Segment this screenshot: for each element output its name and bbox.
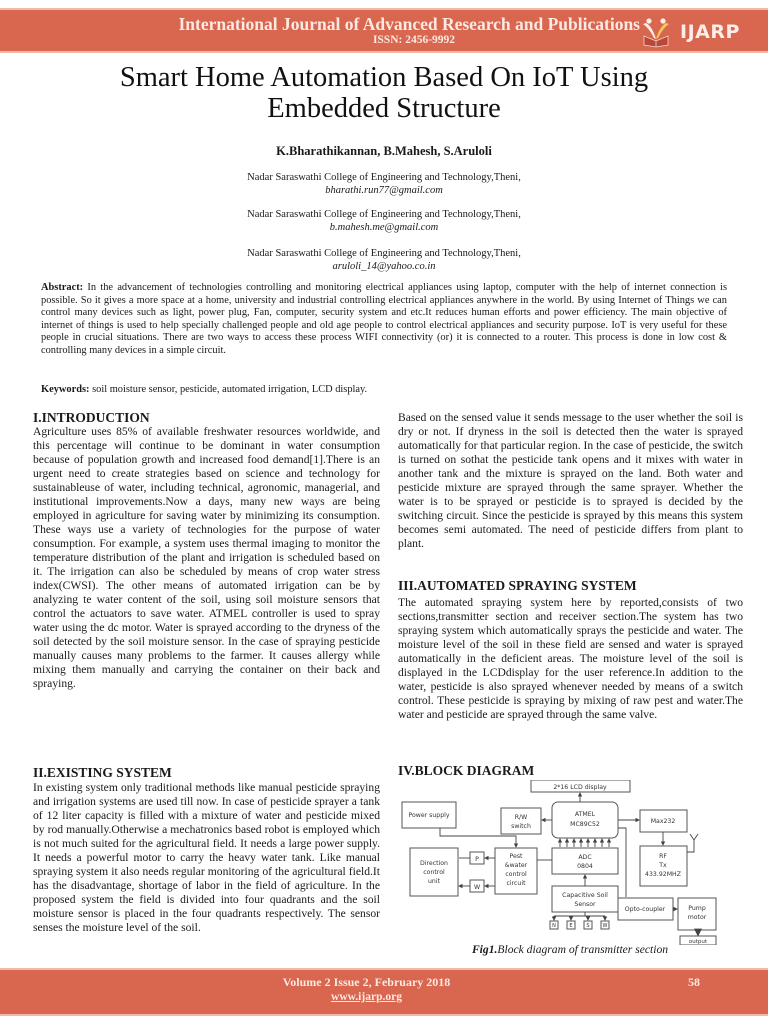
affiliation-institution: Nadar Saraswathi College of Engineering and Technology,Theni, (247, 209, 521, 220)
logo-text: IJARP (680, 21, 740, 43)
figure-caption-text: Block diagram of transmitter section (497, 943, 669, 956)
quadrant-e-label: E (569, 923, 573, 929)
block-direction-label-1: Direction (420, 860, 448, 867)
abstract (41, 282, 727, 357)
block-pump-label-1: Pump (688, 905, 706, 912)
section-heading-introduction: I.INTRODUCTION (33, 410, 150, 425)
block-pest-label-3: control (505, 871, 527, 878)
block-w-label: W (473, 884, 481, 891)
block-adc-label-1: ADC (578, 854, 592, 861)
block-opto-label: Opto-coupler (624, 906, 666, 913)
affiliation-3 (0, 248, 768, 273)
block-diagram-figure (400, 780, 735, 945)
figure-caption-label: Fig1. (471, 943, 498, 956)
quadrant-w-label: W (602, 923, 608, 929)
journal-footer-band (0, 968, 768, 1016)
block-rw-label-1: R/W (514, 814, 528, 821)
author-email-link[interactable]: bharathi.run77@gmail.com (325, 184, 443, 196)
existing-system-continued-paragraph: Based on the sensed value it sends message to the user whether the soil is dry or not. If dryness in the soil is detected then the water is sprayed automatically for that particular region. In the case of pesticide, the switch is turned on sothat the pesticide tank opens and it mixes with water in another tank and the mixture is sprayed on the land. Both water and pesticide mixture are sprayed through the same sprayer. Whether the water is to be sprayed or pesticide is to sprayed is decided by the switching circuit. Since the pesticide is sprayed by this means this system becomes semi automated. The need of pesticide differs from plant to plant. (398, 411, 743, 550)
block-sensor-label-1: Capacitive Soil (562, 892, 608, 899)
existing-system-paragraph: In existing system only traditional methods like manual pesticide spraying and irrigation systems are used till now. In case of pesticide sprayer a tank of 12 liter capacity is filled with a mixture of water and pesticide mixed by rod manually.Otherwise a mechatronics based robot is employed which is not much suited for the agricultural field. It needs a large power supply. It needs a powerful motor to carry the heavy water tank. Like manual spraying system it also needs regular monitoring of the agricultural field.It has the disadvantage, shortage of labor in the field of agriculture. In the proposed system the field is divided into four quadrants and the soil moisture sensor is placed in the four quadrants respectively. The sensor senses the moisture level of the soil. (33, 781, 380, 934)
affiliation-2 (0, 209, 768, 234)
block-atmel-label-2: MC89C52 (570, 821, 600, 828)
affiliation-1 (0, 172, 768, 197)
quadrant-s-label: S (586, 923, 590, 929)
authors: K.Bharathikannan, B.Mahesh, S.Aruloli (276, 144, 492, 158)
block-adc-label-2: 0804 (577, 863, 593, 870)
abstract-text: In the advancement of technologies controlling and monitoring electrical appliances using laptop, computer with the help of internet connection is possible. So it gives a more space at a home, university and industrial controlling electrical appliances anywhere in the world. By using Internet of Things we can control many devices such as light, power plug, Fan, computer, security system and etc.It reduces human efforts and power efficiency. The main objective of internet of things is used to help specially challenged people and old age people to control electrical appliances and security purpose. IoT is very useful for these people in crucial situations. There are two ways to access these process WIFI connectivity (or) it is connected to a router. This process is done in low cost & controlling many devices in a simple circuit. (41, 282, 727, 356)
paper-title (60, 62, 708, 124)
block-rf-label-3: 433.92MHZ (645, 871, 681, 878)
block-max232-label: Max232 (650, 818, 676, 825)
section-heading-block-diagram: IV.BLOCK DIAGRAM (398, 763, 535, 778)
block-pump-label-2: motor (687, 914, 707, 921)
author-email-link[interactable]: b.mahesh.me@gmail.com (329, 221, 439, 233)
affiliation-institution: Nadar Saraswathi College of Engineering and Technology,Theni, (247, 172, 521, 183)
block-pest-label-2: &water (504, 862, 528, 869)
journal-logo (640, 15, 760, 49)
keywords-text: soil moisture sensor, pesticide, automated irrigation, LCD display. (89, 384, 368, 395)
block-pest-label-4: circuit (506, 880, 526, 887)
block-pest-label-1: Pest (509, 853, 523, 860)
block-rf-label-1: RF (659, 853, 667, 860)
block-p-label: P (475, 856, 479, 863)
automated-spraying-paragraph: The automated spraying system here by reported,consists of two sections,transmitter section and receiver section.The system has two spraying system which automatically sprays the pesticide and water. The moisture level of the soil in these field are sensed and water is sprayed automatically in the deficient areas. The moisture level of the soil is displayed in the LCDdisplay for the user reference.In addition to the water, pesticide is also sprayed whenever needed by means of a switch control. These pesticide is spraying by mixing of raw pest and water.The water and pesticide are sprayed through the same valve. (398, 596, 743, 721)
block-rw-label-2: switch (511, 823, 531, 830)
affiliation-institution: Nadar Saraswathi College of Engineering and Technology,Theni, (247, 248, 521, 259)
title-line-2: Embedded Structure (267, 93, 501, 124)
block-power-label: Power supply (408, 812, 450, 819)
author-email-link[interactable]: aruloli_14@yahoo.co.in (332, 260, 436, 272)
abstract-label: Abstract: (41, 282, 84, 293)
issn: ISSN: 2456-9992 (372, 34, 456, 46)
block-direction-label-3: unit (428, 878, 440, 885)
transmitter-block-diagram (400, 780, 735, 945)
title-line-1: Smart Home Automation Based On IoT Using (119, 62, 649, 93)
block-sensor-label-2: Sensor (574, 901, 596, 908)
journal-title: International Journal of Advanced Research and Publications (178, 14, 640, 34)
section-heading-automated-spraying: III.AUTOMATED SPRAYING SYSTEM (398, 578, 637, 593)
block-output-label: output (688, 939, 708, 945)
section-heading-existing-system: II.EXISTING SYSTEM (33, 765, 172, 780)
quadrant-n-label: N (552, 923, 556, 929)
keywords (41, 384, 727, 395)
figure-caption (397, 943, 743, 956)
volume-issue: Volume 2 Issue 2, February 2018 (282, 975, 451, 989)
journal-header-band (0, 8, 768, 53)
block-direction-label-2: control (423, 869, 445, 876)
ijarp-book-people-icon (640, 16, 672, 48)
page-number: 58 (688, 975, 700, 989)
introduction-paragraph: Agriculture uses 85% of available freshwater resources worldwide, and this percentage will continue to be dominant in water consumption because of population growth and increased food demand[1].There is an urgent need to create strategies based on science and technology for sustainableuse of water, including technical, agronomic, managerial, and institutional improvements.Now a days, many new ways are being employed in agriculture for saving water by minimizing its consumption. These ways use a variety of technologies for the purpose of water consumption. For example, a system uses thermal imaging to monitor the temperature distribution of the plant and irrigation is scheduled based on it. The irrigation can also be scheduled by means of crop water stress index(CWSI). The other means of automated irrigation can be by analyzing te water content of the soil, using soil moisture sensors that control the actuators to save water. ATMEL controller is used to spray water using the dc motor. Water is sprayed according to the dryness of the soil detected by the soil moisture sensor. In the case of spraying pesticide manually causes many problems to the farmer. It causes allergy while mixing them manually and carrying the container on their back and spraying. (33, 425, 380, 690)
block-lcd-label: 2*16 LCD display (553, 784, 607, 791)
keywords-label: Keywords: (41, 384, 90, 395)
block-rf-label-2: Tx (659, 862, 667, 869)
journal-website-link[interactable]: www.ijarp.org (331, 991, 402, 1003)
block-atmel-label-1: ATMEL (574, 811, 596, 818)
